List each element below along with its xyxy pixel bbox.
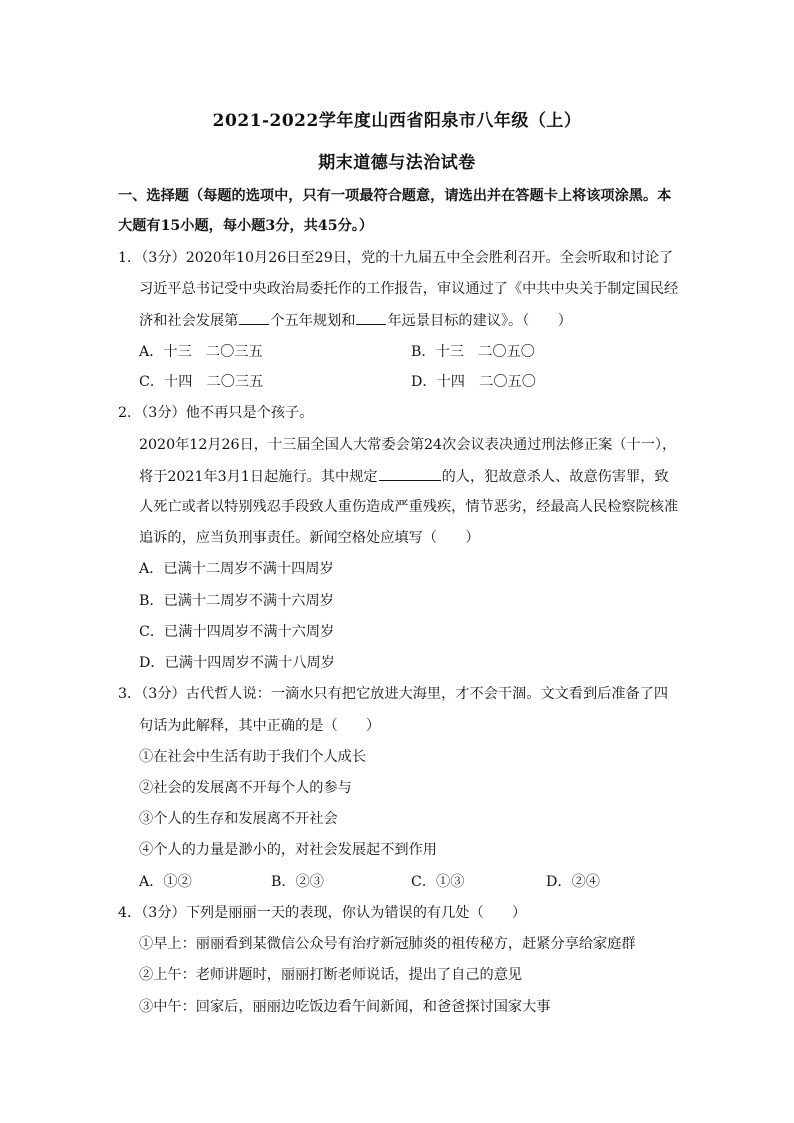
option-d: D．已满十四周岁不满十八周岁 [139,655,335,671]
option-b: B．②③ [271,874,324,890]
option-d: D．十四 二〇五〇 [411,374,536,390]
statement-item: ④个人的力量是渺小的，对社会发展起不到作用 [139,842,437,858]
question-2-stem-blank [139,466,669,487]
statement-item: ②社会的发展离不开每个人的参与 [139,780,352,796]
answer-blank [239,310,269,325]
statement-item: ③个人的生存和发展离不开社会 [139,811,338,827]
question-1-stem-blanks [139,310,572,331]
option-d: D．②④ [546,874,600,890]
question-4-stem: 4．（3分）下列是丽丽一天的表现，你认为错误的有几处（ ） [118,905,527,921]
statement-item: ①在社会中生活有助于我们个人成长 [139,749,367,765]
answer-blank [379,466,441,481]
answer-blank [356,310,386,325]
stem-text: 的人，犯故意杀人、故意伤害罪，致 [441,469,669,485]
statement-item: ③中午：回家后，丽丽边吃饭边看午间新闻，和爸爸探讨国家大事 [139,999,551,1015]
question-2-stem-cont: 人死亡或者以特别残忍手段致人重伤造成严重残疾，情节恶劣，经最高人民检察院核准 [139,499,679,515]
option-a: A．①② [139,874,192,890]
option-b: B．十三 二〇五〇 [411,344,535,360]
question-1-stem: 1．（3分）2020年10月26日至29日，党的十九届五中全会胜利召开。全会听取和讨论了 [118,250,674,266]
question-2-stem: 2．（3分）他不再只是个孩子。 [118,405,314,421]
section-heading: 一、选择题（每题的选项中，只有一项最符合题意，请选出并在答题卡上将该项涂黑。本 [118,188,672,204]
option-b: B．已满十二周岁不满十六周岁 [139,593,334,609]
stem-text: 将于2021年3月1日起施行。其中规定 [139,469,378,485]
section-heading-cont: 大题有15小题，每小题3分，共45分。） [118,218,374,234]
option-c: C．①③ [411,874,465,890]
question-3-stem-cont: 句话为此解释，其中正确的是（ ） [139,718,381,734]
stem-text: 个五年规划和 [270,313,356,329]
option-c: C．已满十四周岁不满十六周岁 [139,624,335,640]
exam-subtitle: 期末道德与法治试卷 [318,153,476,173]
statement-item: ①早上：丽丽看到某微信公众号有治疗新冠肺炎的祖传秘方，赶紧分享给家庭群 [139,936,636,952]
stem-text: 济和社会发展第 [139,313,239,329]
option-a: A．十三 二〇三五 [139,344,263,360]
option-c: C．十四 二〇三五 [139,374,264,390]
stem-text: 年远景目标的建议》。（ ） [387,313,572,329]
question-2-stem-cont: 追诉的，应当负刑事责任。新闻空格处应填写（ ） [139,530,480,546]
question-1-stem-cont: 习近平总书记受中央政治局委托作的工作报告，审议通过了《中共中央关于制定国民经 [139,281,679,297]
option-a: A．已满十二周岁不满十四周岁 [139,561,334,577]
question-3-stem: 3．（3分）古代哲人说：一滴水只有把它放进大海里，才不会干涸。文文看到后准备了四 [118,686,669,702]
question-2-stem-cont: 2020年12月26日，十三届全国人大常委会第24次会议表决通过刑法修正案（十一）， [139,437,677,453]
exam-title: 2021-2022学年度山西省阳泉市八年级（上） [212,111,582,131]
statement-item: ②上午：老师讲题时，丽丽打断老师说话，提出了自己的意见 [139,967,523,983]
